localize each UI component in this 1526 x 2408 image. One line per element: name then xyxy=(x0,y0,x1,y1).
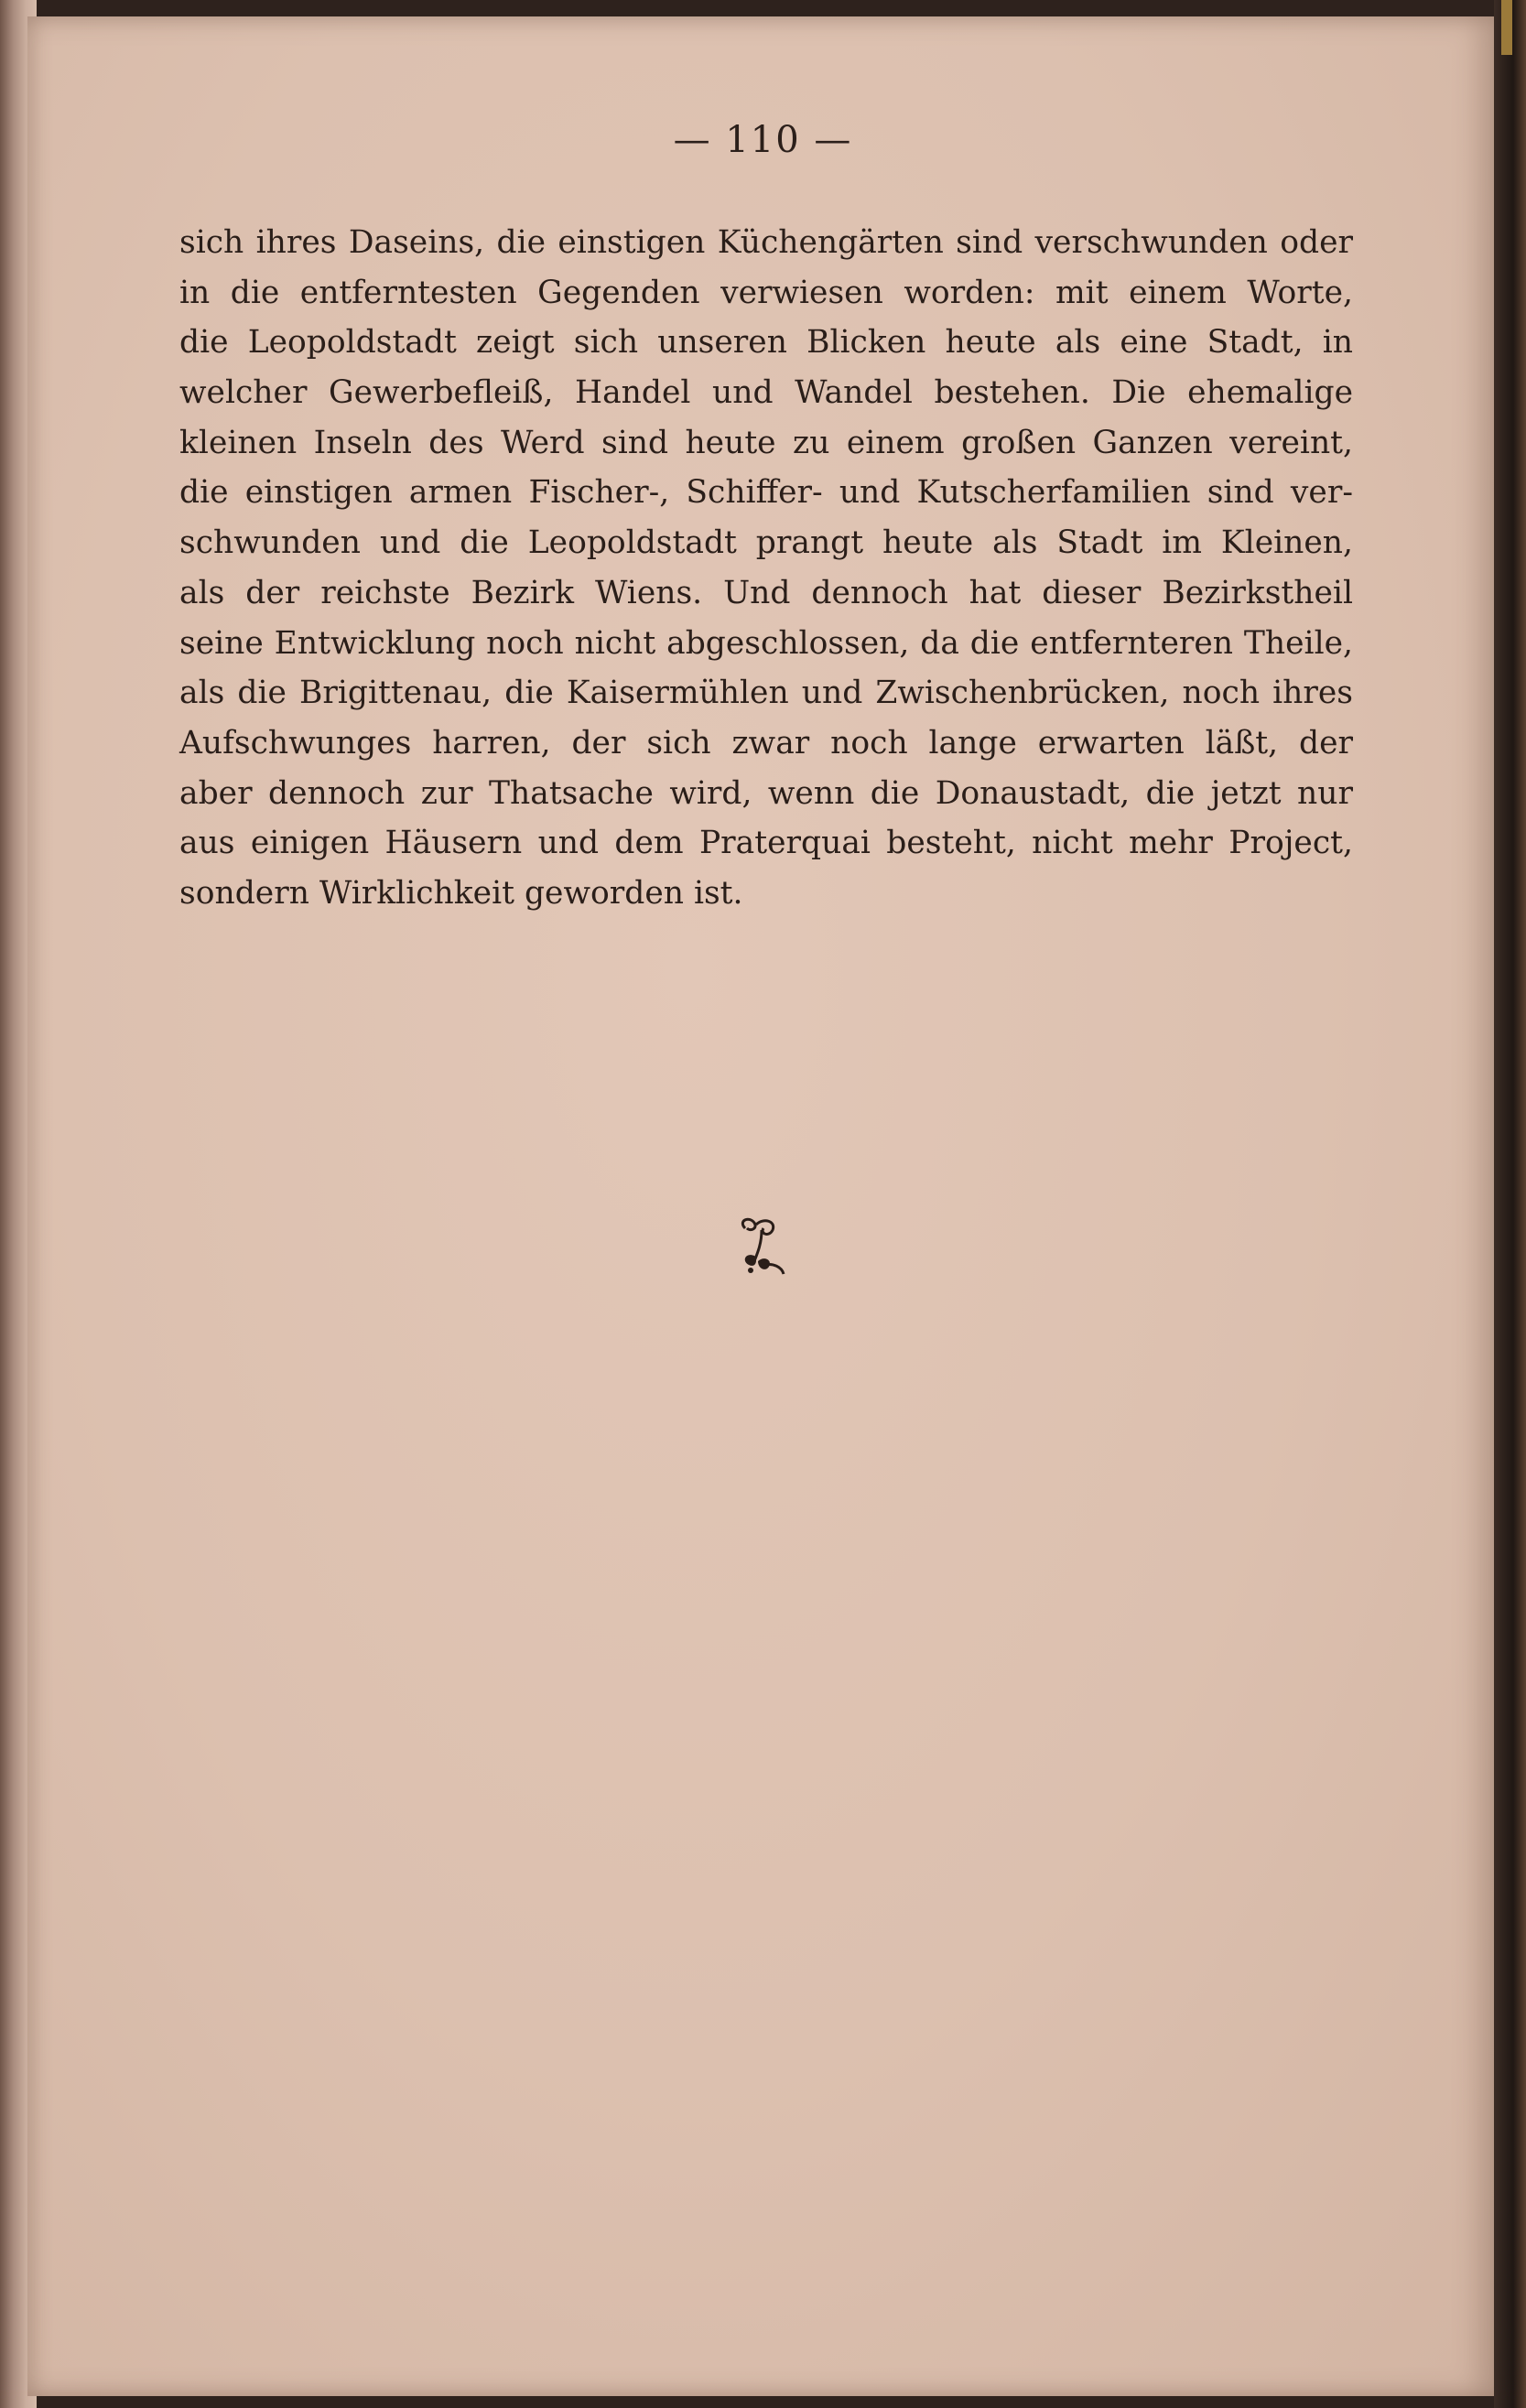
text-line: die einstigen armen Fischer-, Schiffer- und Kutscherfamilien sind ver- xyxy=(179,474,1353,512)
body-paragraph xyxy=(179,218,1353,919)
text-line: sondern Wirklichkeit geworden ist. xyxy=(179,874,743,912)
text-line: als der reichste Bezirk Wiens. Und dennoch hat dieser Bezirkstheil xyxy=(179,574,1353,611)
floral-vignette-icon xyxy=(736,1215,787,1278)
text-line: kleinen Inseln des Werd sind heute zu einem großen Ganzen vereint, xyxy=(179,424,1353,461)
gilt-edge xyxy=(1501,0,1512,55)
text-line: Aufschwunges harren, der sich zwar noch lange erwarten läßt, der xyxy=(179,724,1353,761)
text-line: schwunden und die Leopoldstadt prangt heute als Stadt im Kleinen, xyxy=(179,524,1353,562)
text-line: aber dennoch zur Thatsache wird, wenn die Donaustadt, die jetzt nur xyxy=(179,774,1353,812)
text-line: welcher Gewerbefleiß, Handel und Wandel bestehen. Die ehemalige xyxy=(179,374,1353,412)
text-line: in die entferntesten Gegenden verwiesen worden: mit einem Worte, xyxy=(179,274,1353,311)
page-number: — 110 — xyxy=(673,119,853,161)
text-line: aus einigen Häusern und dem Praterquai besteht, nicht mehr Project, xyxy=(179,825,1353,862)
text-line: seine Entwicklung noch nicht abgeschlossen, da die entfernteren Theile, xyxy=(179,624,1353,662)
text-line: sich ihres Daseins, die einstigen Küchengärten sind verschwunden oder xyxy=(179,224,1353,261)
text-line: als die Brigittenau, die Kaisermühlen und Zwischenbrücken, noch ihres xyxy=(179,675,1353,712)
book-binding xyxy=(1494,0,1526,2408)
text-line: die Leopoldstadt zeigt sich unseren Blicken heute als eine Stadt, in xyxy=(179,324,1353,362)
